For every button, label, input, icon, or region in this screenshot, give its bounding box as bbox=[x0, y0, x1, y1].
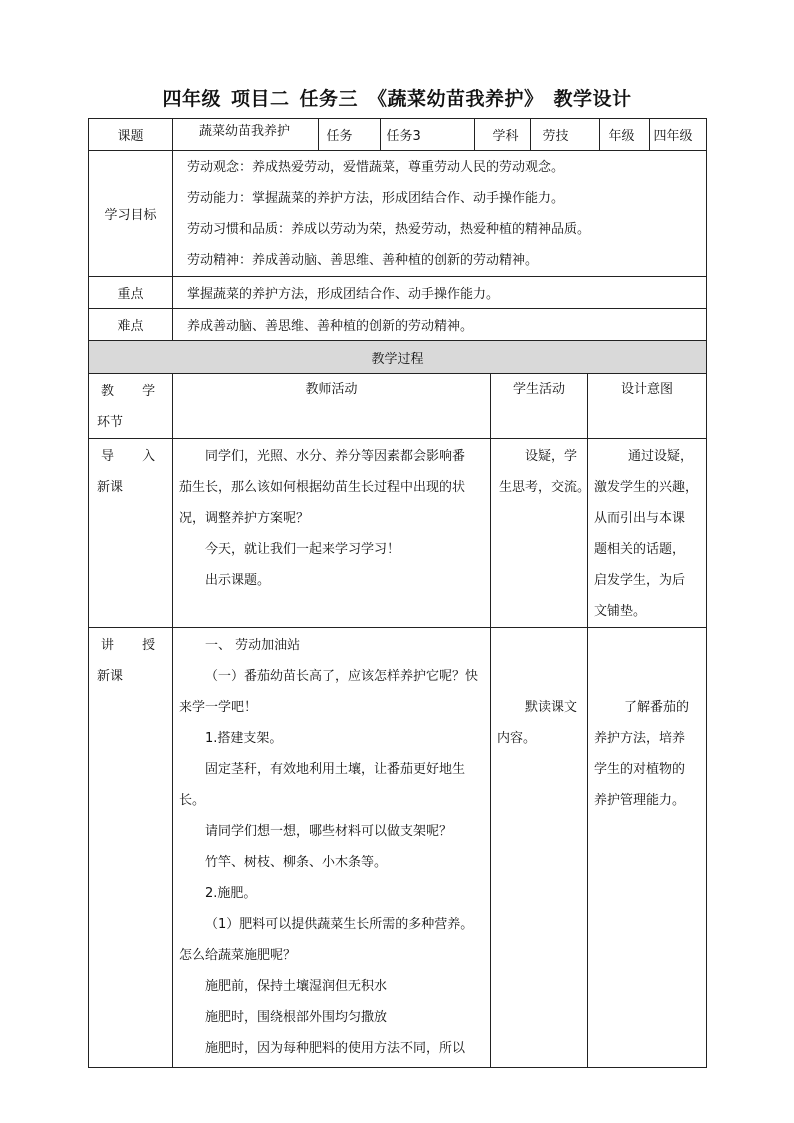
intro-design-intent: 通过设疑， 激发学生的兴趣， 从而引出与本课 题相关的话题， 启发学生，为后 文铺垫。 bbox=[588, 439, 707, 628]
topic-value: 蔬菜幼苗我养护 bbox=[173, 119, 318, 150]
title-grade: 四年级 bbox=[162, 88, 221, 110]
teach-stage: 讲 授 新课 bbox=[89, 628, 173, 1068]
intro-stage: 导 入 新课 bbox=[89, 439, 173, 628]
goals-label: 学习目标 bbox=[89, 151, 173, 277]
subject-value: 劳技 bbox=[530, 119, 599, 150]
teach-design-intent: 了解番茄的 养护方法，培养 学生的对植物的 养护管理能力。 bbox=[588, 628, 707, 1068]
intro-student-activity: 设疑，学 生思考，交流。 bbox=[491, 439, 588, 628]
title-task: 任务三 bbox=[299, 88, 358, 110]
goal-item: 劳动观念：养成热爱劳动，爱惜蔬菜，尊重劳动人民的劳动观念。 bbox=[187, 159, 565, 175]
goal-item: 劳动能力：掌握蔬菜的养护方法，形成团结合作、动手操作能力。 bbox=[187, 190, 565, 206]
goals-list bbox=[173, 151, 707, 277]
intent-column-header: 设计意图 bbox=[588, 374, 707, 439]
title-design: 教学设计 bbox=[553, 88, 632, 110]
stage-column-header: 教 学 环节 bbox=[89, 374, 173, 439]
intro-teacher-activity: 同学们，光照、水分、养分等因素都会影响番 茄生长，那么该如何根据幼苗生长过程中出现的状 况，调整养护方案呢？ 今天，就让我们一起来学习学习！ 出示课题。 bbox=[173, 439, 491, 628]
lesson-info-table bbox=[88, 118, 707, 341]
grade-label: 年级 bbox=[599, 119, 649, 150]
process-header: 教学过程 bbox=[89, 341, 707, 374]
topic-label: 课题 bbox=[89, 119, 173, 151]
teach-teacher-activity: 一、 劳动加油站 （一）番茄幼苗长高了，应该怎样养护它呢？快 来学一学吧！ 1.搭建支架。 固定茎秆，有效地利用土壤，让番茄更好地生 长。 请同学们想一想，哪些材料可以做支架呢？ 竹竿、树枝、柳条、小木条等。 2.施肥。 （1）肥料可以提供蔬菜生长所需的多种营养。 怎么给蔬菜施肥呢？ 施肥前，保持土壤湿润但无积水 施肥时，围绕根部外围均匀撒放 施肥时，因为每种肥料的使用方法不同，所以 bbox=[173, 628, 491, 1068]
info-row bbox=[173, 119, 707, 150]
key-point-value: 掌握蔬菜的养护方法，形成团结合作、动手操作能力。 bbox=[173, 277, 707, 309]
difficulty-value: 养成善动脑、善思维、善种植的创新的劳动精神。 bbox=[173, 309, 707, 341]
key-point-label: 重点 bbox=[89, 277, 173, 309]
teacher-column-header: 教师活动 bbox=[173, 374, 491, 439]
title-project: 项目二 bbox=[230, 88, 290, 110]
difficulty-label: 难点 bbox=[89, 309, 173, 341]
teach-student-activity: 默读课文 内容。 bbox=[491, 628, 588, 1068]
title-lesson: 《蔬菜幼苗我养护》 bbox=[368, 88, 544, 110]
goal-item: 劳动习惯和品质：养成以劳动为荣，热爱劳动，热爱种植的精神品质。 bbox=[187, 221, 591, 237]
teaching-process-table bbox=[88, 340, 707, 1068]
grade-value: 四年级 bbox=[653, 129, 693, 144]
task-label: 任务 bbox=[318, 119, 380, 150]
subject-label: 学科 bbox=[474, 119, 530, 150]
student-column-header: 学生活动 bbox=[491, 374, 588, 439]
task-value: 任务3 bbox=[380, 119, 474, 150]
document-title bbox=[0, 84, 794, 111]
goal-item: 劳动精神：养成善动脑、善思维、善种植的创新的劳动精神。 bbox=[187, 252, 539, 268]
